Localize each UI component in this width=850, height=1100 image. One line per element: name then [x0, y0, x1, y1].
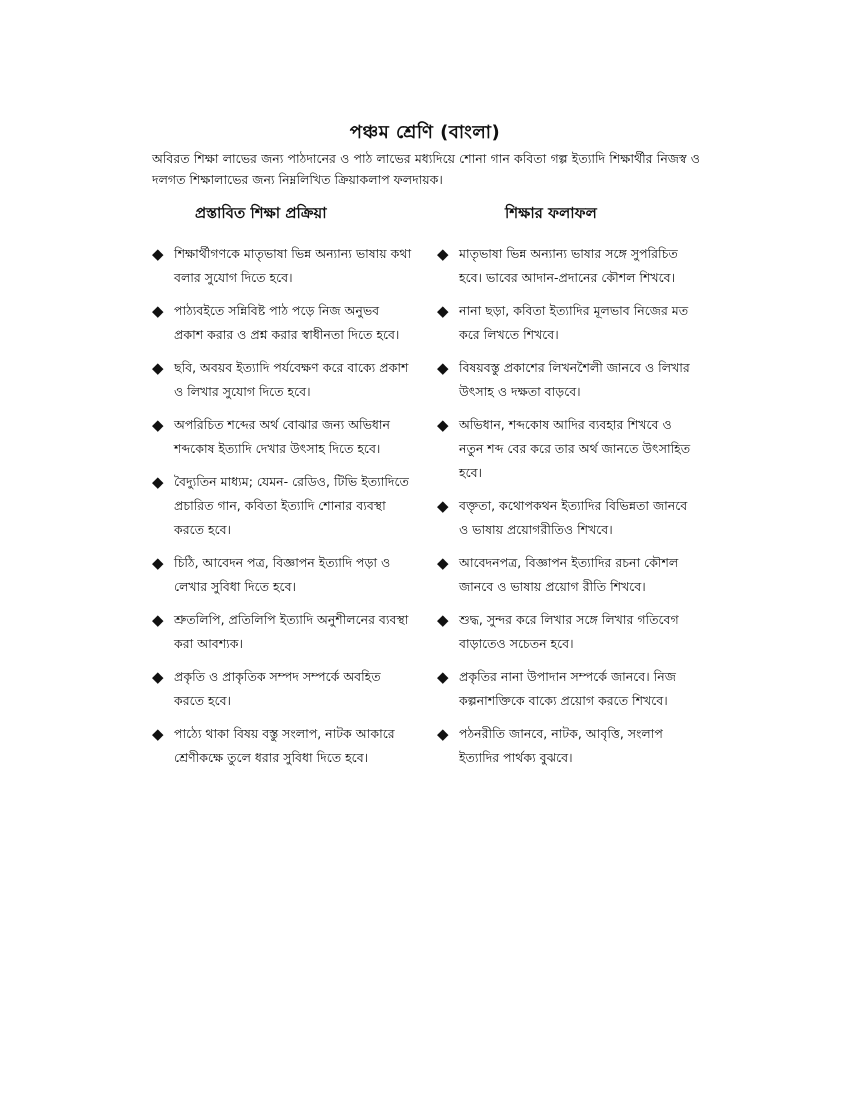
diamond-bullet-icon: ◆: [437, 668, 449, 686]
list-item: [437, 665, 697, 713]
diamond-bullet-icon: ◆: [437, 416, 449, 434]
list-item: [152, 242, 412, 290]
diamond-bullet-icon: ◆: [152, 611, 164, 629]
list-item-text: নানা ছড়া, কবিতা ইত্যাদির মূলভাব নিজের মত করে লিখতে শিখবে।: [459, 303, 689, 342]
diamond-bullet-icon: ◆: [152, 245, 164, 263]
list-item: [437, 356, 697, 404]
diamond-bullet-icon: ◆: [152, 302, 164, 320]
intro-paragraph: অবিরত শিক্ষা লাভের জন্য পাঠদানের ও পাঠ লাভের মধ্যদিয়ে শোনা গান কবিতা গল্প ইত্যাদি শিক্ষার্থীর নিজস্ব ও দলগত শিক্ষালাভের জন্য নিম্নলিখিত ক্রিয়াকলাপ ফলদায়ক।: [152, 151, 700, 187]
list-item-text: বিষয়বস্তু প্রকাশের লিখনশৈলী জানবে ও লিখার উৎসাহ ও দক্ষতা বাড়বে।: [459, 360, 690, 399]
diamond-bullet-icon: ◆: [437, 611, 449, 629]
list-item: [152, 470, 412, 542]
list-item: [152, 608, 412, 656]
list-item: [152, 413, 412, 461]
right-column-list: [437, 242, 697, 779]
list-item: [152, 356, 412, 404]
list-item-text: পঠনরীতি জানবে, নাটক, আবৃত্তি, সংলাপ ইত্যাদির পার্থক্য বুঝবে।: [459, 726, 663, 765]
list-item-text: ছবি, অবয়ব ইত্যাদি পর্যবেক্ষণ করে বাক্যে প্রকাশ ও লিখার সুযোগ দিতে হবে।: [174, 360, 409, 399]
diamond-bullet-icon: ◆: [437, 554, 449, 572]
list-item-text: শুদ্ধ, সুন্দর করে লিখার সঙ্গে লিখার গতিবেগ বাড়াতেও সচেতন হবে।: [459, 612, 679, 651]
list-item: [152, 551, 412, 599]
list-item: [437, 551, 697, 599]
diamond-bullet-icon: ◆: [437, 497, 449, 515]
diamond-bullet-icon: ◆: [152, 473, 164, 491]
diamond-bullet-icon: ◆: [437, 245, 449, 263]
list-item-text: চিঠি, আবেদন পত্র, বিজ্ঞাপন ইত্যাদি পড়া ও লেখার সুবিধা দিতে হবে।: [174, 555, 391, 594]
list-item: [437, 299, 697, 347]
diamond-bullet-icon: ◆: [437, 302, 449, 320]
list-item-text: শ্রুতলিপি, প্রতিলিপি ইত্যাদি অনুশীলনের ব্যবস্থা করা আবশ্যক।: [174, 612, 409, 651]
list-item: [437, 722, 697, 770]
left-column-list: [152, 242, 412, 779]
list-item-text: শিক্ষার্থীগণকে মাতৃভাষা ভিন্ন অন্যান্য ভাষায় কথা বলার সুযোগ দিতে হবে।: [174, 246, 412, 285]
list-item: [437, 494, 697, 542]
list-item-text: অপরিচিত শব্দের অর্থ বোঝার জন্য অভিধান শব্দকোষ ইত্যাদি দেখার উৎসাহ দিতে হবে।: [174, 417, 391, 456]
diamond-bullet-icon: ◆: [152, 725, 164, 743]
diamond-bullet-icon: ◆: [437, 359, 449, 377]
list-item-text: প্রকৃতির নানা উপাদান সম্পর্কে জানবে। নিজ কল্পনাশক্তিকে বাক্যে প্রয়োগ করতে শিখবে।: [459, 669, 676, 708]
list-item: [152, 722, 412, 770]
heading-proposed-learning-process: প্রস্তাবিত শিক্ষা প্রক্রিয়া: [195, 204, 327, 222]
diamond-bullet-icon: ◆: [437, 725, 449, 743]
page-title: পঞ্চম শ্রেণি (বাংলা): [349, 122, 501, 143]
list-item: [437, 242, 697, 290]
list-item-text: বক্তৃতা, কথোপকথন ইত্যাদির বিভিন্নতা জানবে ও ভাষায় প্রয়োগরীতিও শিখবে।: [459, 498, 688, 537]
list-item: [152, 665, 412, 713]
diamond-bullet-icon: ◆: [152, 416, 164, 434]
list-item: [437, 608, 697, 656]
list-item-text: মাতৃভাষা ভিন্ন অন্যান্য ভাষার সঙ্গে সুপরিচিত হবে। ভাবের আদান-প্রদানের কৌশল শিখবে।: [459, 246, 678, 285]
list-item-text: আবেদনপত্র, বিজ্ঞাপন ইত্যাদির রচনা কৌশল জানবে ও ভাষায় প্রয়োগ রীতি শিখবে।: [459, 555, 679, 594]
list-item-text: প্রকৃতি ও প্রাকৃতিক সম্পদ সম্পর্কে অবহিত করতে হবে।: [174, 669, 381, 708]
heading-learning-outcomes: শিক্ষার ফলাফল: [505, 204, 597, 222]
diamond-bullet-icon: ◆: [152, 554, 164, 572]
list-item-text: পাঠ্যবইতে সন্নিবিষ্ট পাঠ পড়ে নিজ অনুভব প্রকাশ করার ও প্রশ্ন করার স্বাধীনতা দিতে হবে।: [174, 303, 400, 342]
diamond-bullet-icon: ◆: [152, 668, 164, 686]
list-item: [437, 413, 697, 485]
list-item: [152, 299, 412, 347]
list-item-text: অভিধান, শব্দকোষ আদির ব্যবহার শিখবে ও নতুন শব্দ বের করে তার অর্থ জানতে উৎসাহিত হবে।: [459, 417, 691, 480]
list-item-text: পাঠ্যে থাকা বিষয় বস্তু সংলাপ, নাটক আকারে শ্রেণীকক্ষে তুলে ধরার সুবিধা দিতে হবে।: [174, 726, 395, 765]
list-item-text: বৈদ্যুতিন মাধ্যম; যেমন- রেডিও, টিভি ইত্যাদিতে প্রচারিত গান, কবিতা ইত্যাদি শোনার ব্যবস্থা করতে হবে।: [174, 474, 409, 537]
diamond-bullet-icon: ◆: [152, 359, 164, 377]
